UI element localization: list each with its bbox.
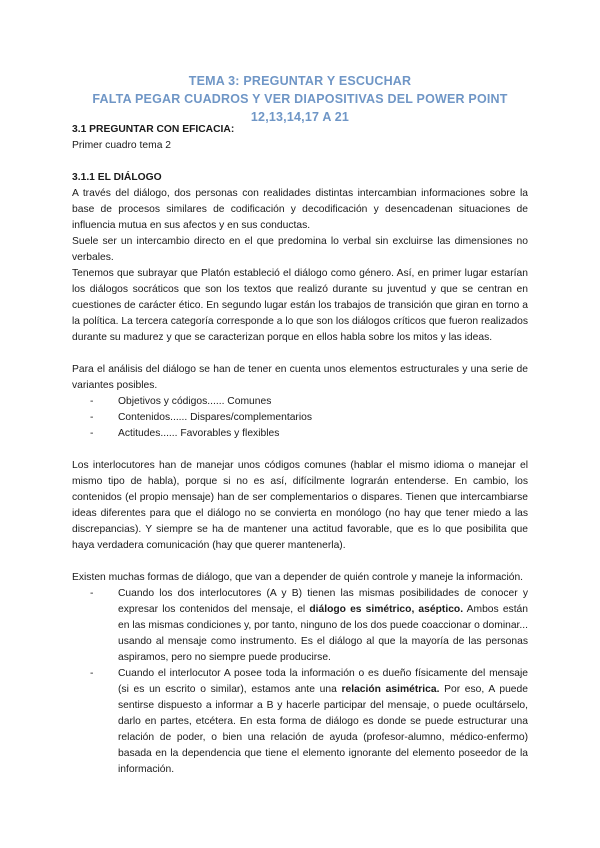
section-heading: 3.1 PREGUNTAR CON EFICACIA: bbox=[72, 124, 235, 135]
document-header bbox=[0, 72, 600, 126]
paragraph: Existen muchas formas de diálogo, que van a depender de quién controle y maneje la información. bbox=[72, 572, 524, 583]
bullet-marker: - bbox=[90, 668, 94, 679]
paragraph: A través del diálogo, dos personas con realidades distintas intercambian informaciones sobre la base de procesos similares de codificación y decodificación y desencadenan situaciones de influencia mutua en sus afectos y en sus conductas. bbox=[72, 188, 528, 231]
list-item: - Cuando el interlocutor A posee toda la información o es dueño físicamente del mensaje (si es un escrito o similar), estamos ante una relación asimétrica. Por eso, A puede sentirse dispuesto a informar a B y hacerle participar del mensaje, o puede ocultárselo, darlo en partes, etcétera. En esta forma de diálogo es donde se puede estructurar una relación de poder, o bien una relación de ayuda (profesor-alumno, médico-enfermo) basada en la dependencia que tiene el elemento ignorante del elemento poseedor de la información. bbox=[90, 668, 528, 775]
list-item: - Cuando los dos interlocutores (A y B) tienen las mismas posibilidades de conocer y expresar los contenidos del mensaje, el diálogo es simétrico, aséptico. Ambos están en las mismas condiciones y, por tanto, ninguno de los dos puede coaccionar o dominar... usando al mensaje como instrumento. Es el diálogo al que la mayoría de las personas aspiramos, pero no siempre puede producirse. bbox=[90, 588, 529, 663]
paragraph: Suele ser un intercambio directo en el que predomina lo verbal sin excluirse las dimensiones no verbales. bbox=[72, 236, 528, 263]
bullet-marker: - bbox=[90, 396, 94, 407]
bold-term: diálogo es simétrico, aséptico. bbox=[309, 604, 464, 615]
list-item: - Contenidos...... Dispares/complementarios bbox=[72, 410, 528, 426]
bold-term: relación asimétrica. bbox=[341, 684, 440, 695]
paragraph: Los interlocutores han de manejar unos códigos comunes (hablar el mismo idioma o manejar el mismo tipo de habla), porque si no es así, difícilmente lograrán entenderse. En cambio, los contenidos (el propio mensaje) han de ser complementarios o dispares. Tienen que intercambiarse ideas diferentes para que el diálogo no se convierta en monólogo (no hay que tener miedo a las discrepancias). Y siempre se ha de mantener una actitud favorable, que es lo que posibilita que haya verdadera comunicación (hay que querer mantenerla). bbox=[72, 460, 528, 551]
list-item: - Actitudes...... Favorables y flexibles bbox=[72, 426, 528, 442]
elements-list bbox=[72, 394, 528, 442]
paragraph: Tenemos que subrayar que Platón estableció el diálogo como género. Así, en primer lugar estarían los diálogos socráticos que son los textos que realizó durante su juventud y que se centran en cuestiones de carácter ético. En segundo lugar están los trabajos de transición que giran en torno a la política. La tercera categoría corresponde a lo que son los diálogos críticos que fueron realizados durante su madurez y que se caracterizan porque en ellos habla sobre los mitos y las ideas. bbox=[72, 268, 528, 343]
header-note: FALTA PEGAR CUADROS Y VER DIAPOSITIVAS DEL POWER POINT bbox=[92, 92, 508, 106]
bullet-marker: - bbox=[90, 428, 94, 439]
list-item: - Objetivos y códigos...... Comunes bbox=[72, 394, 528, 410]
bullet-marker: - bbox=[90, 412, 94, 423]
section-note: Primer cuadro tema 2 bbox=[72, 140, 172, 151]
paragraph: Para el análisis del diálogo se han de tener en cuenta unos elementos estructurales y una serie de variantes posibles. bbox=[72, 364, 528, 391]
document-body bbox=[72, 122, 528, 778]
bullet-marker: - bbox=[90, 588, 94, 599]
subsection-heading: 3.1.1 EL DIÁLOGO bbox=[72, 172, 162, 183]
header-slide-numbers: 12,13,14,17 A 21 bbox=[250, 110, 350, 124]
header-title: TEMA 3: PREGUNTAR Y ESCUCHAR bbox=[188, 74, 412, 88]
dialogue-types-list bbox=[72, 586, 528, 778]
